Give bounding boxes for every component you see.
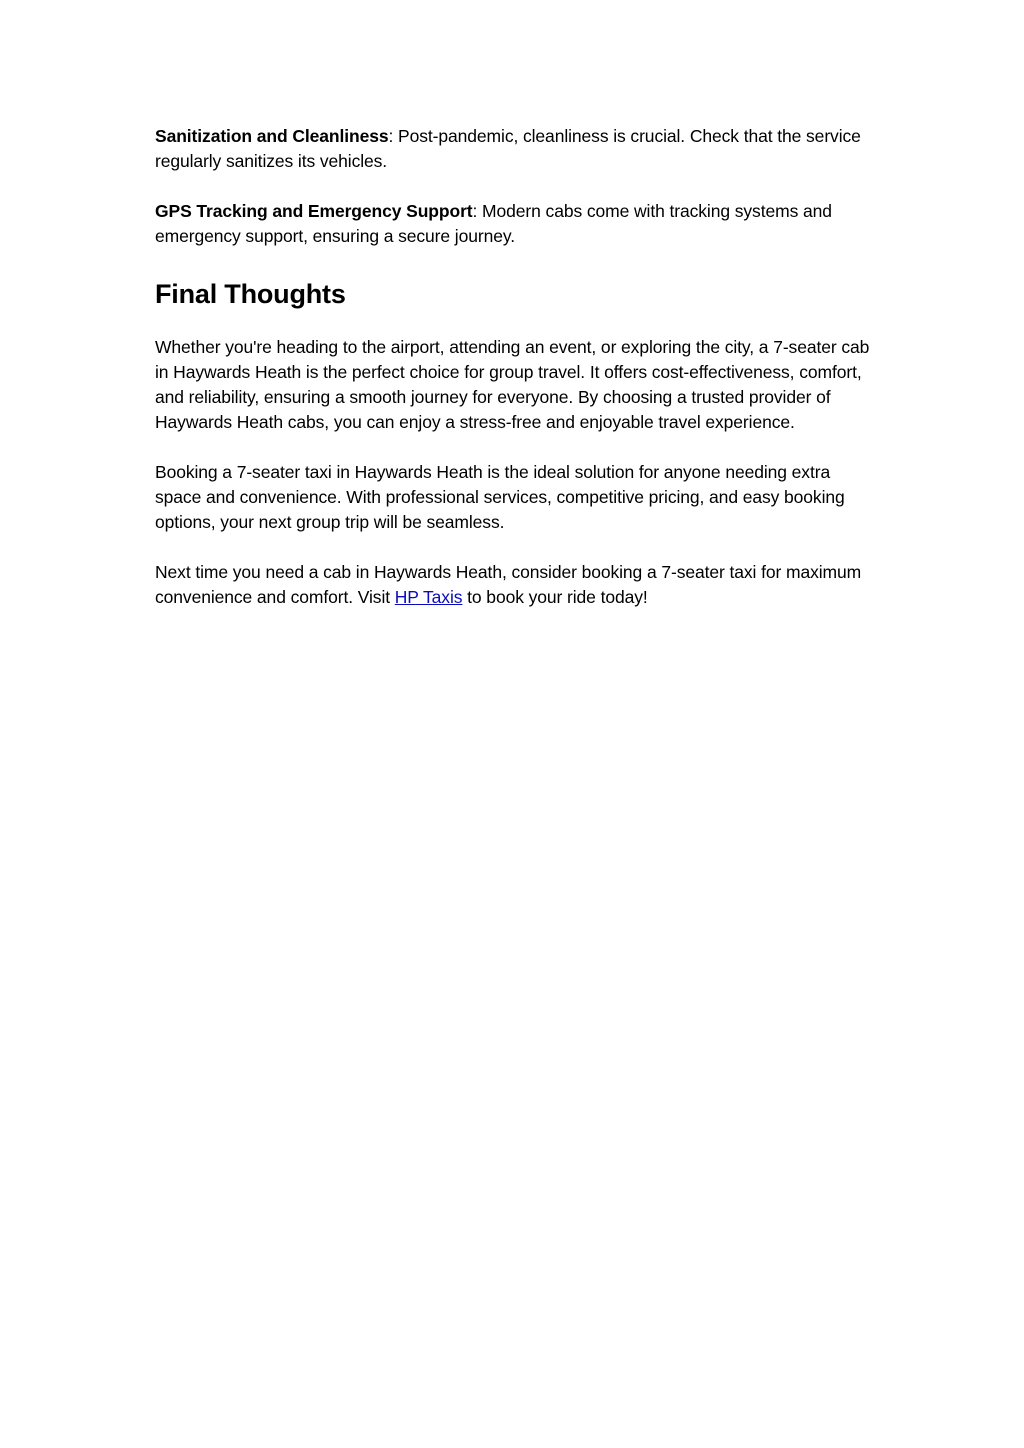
- closing-text-before: Next time you need a cab in Haywards Heath, consider booking a 7-seater taxi for maximum convenience and comfort. Visit: [155, 562, 862, 607]
- feature-term: Sanitization and Cleanliness: [155, 126, 389, 146]
- closing-text-after: to book your ride today!: [462, 587, 648, 607]
- feature-text: Post-pandemic, cleanliness is crucial. Check that the service regularly sanitizes its vehicles.: [155, 126, 861, 171]
- paragraph-summary: Whether you're heading to the airport, attending an event, or exploring the city, a 7-seater cab in Haywards Heath is the perfect choice for group travel. It offers cost-effectiveness, comfort, and reliability, ensuring a smooth journey for everyone. By choosing a trusted provider of Haywards Heath cabs, you can enjoy a stress-free and enjoyable travel experience.: [155, 337, 870, 432]
- paragraph-closing: [155, 560, 875, 610]
- feature-text: Modern cabs come with tracking systems and emergency support, ensuring a secure journey.: [155, 201, 832, 246]
- feature-separator: :: [472, 201, 478, 221]
- feature-separator: :: [388, 126, 394, 146]
- hp-taxis-link[interactable]: HP Taxis: [394, 587, 463, 607]
- section-heading: Final Thoughts: [155, 279, 346, 309]
- feature-sanitization: [155, 124, 875, 174]
- feature-term: GPS Tracking and Emergency Support: [155, 201, 473, 221]
- feature-gps-tracking: [155, 199, 875, 249]
- document-page: [155, 124, 875, 610]
- paragraph-booking: Booking a 7-seater taxi in Haywards Heath is the ideal solution for anyone needing extra space and convenience. With professional services, competitive pricing, and easy booking options, your next group trip will be seamless.: [155, 462, 845, 532]
